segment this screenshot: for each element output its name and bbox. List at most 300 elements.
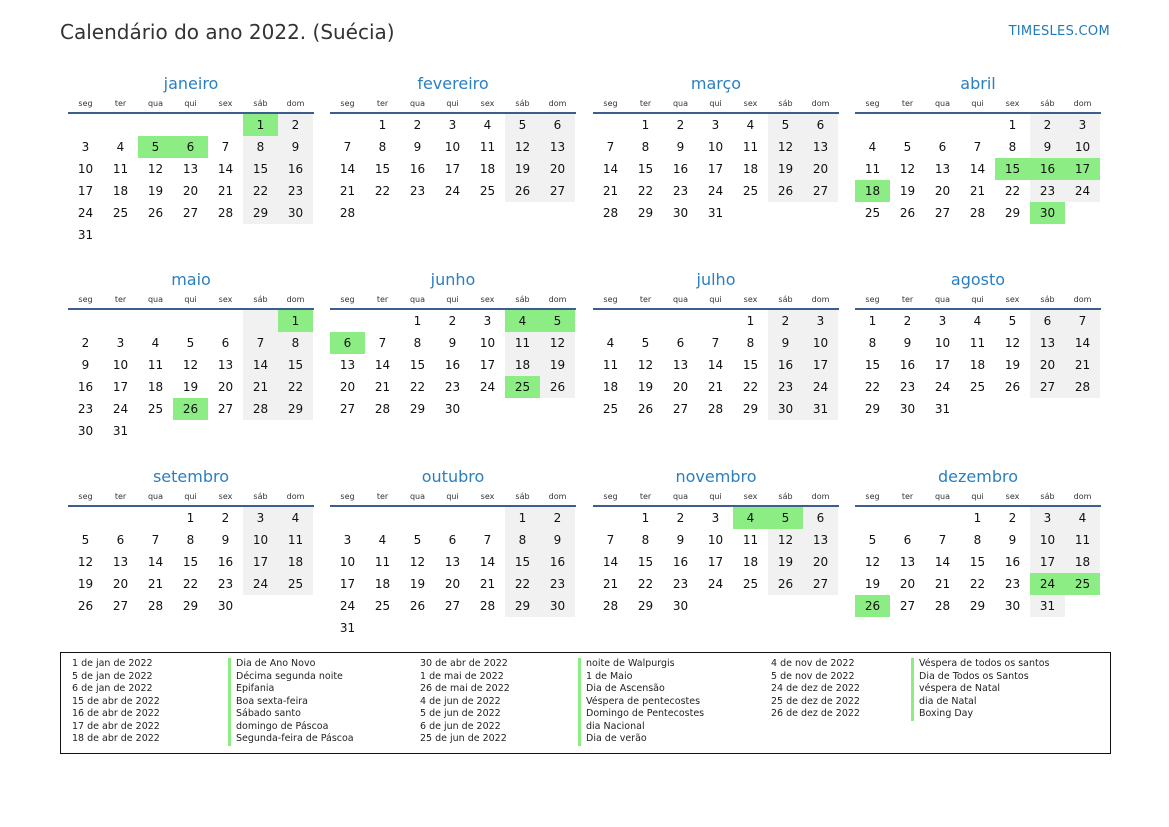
day-cell: 13 (182, 162, 199, 176)
day-cell: 13 (339, 358, 356, 372)
day-cell: 4 (116, 140, 125, 154)
weekday-label: dom (548, 492, 567, 501)
weekday-label: sex (743, 492, 758, 501)
empty-cell (103, 114, 138, 136)
day-cell: 26 (637, 402, 654, 416)
day-cell: 31 (1030, 595, 1065, 617)
day-cell: 29 (637, 599, 654, 613)
day-cell: 13 (672, 358, 689, 372)
holiday-day-cell: 26 (173, 398, 208, 420)
holiday-name: Epifania (228, 683, 354, 696)
day-cell: 21 (969, 184, 986, 198)
day-cell: 1 (505, 507, 540, 529)
day-cell: 8 (413, 336, 422, 350)
holiday-name: Boa sexta-feira (228, 696, 354, 709)
holiday-date: 6 de jan de 2022 (72, 683, 153, 694)
day-cell: 7 (243, 332, 278, 354)
day-cell: 23 (672, 577, 689, 591)
empty-cell (330, 114, 365, 136)
day-cell: 1 (641, 118, 650, 132)
day-cell: 4 (973, 314, 982, 328)
holiday-name: dia de Natal (911, 696, 1049, 709)
holiday-day-cell: 5 (768, 507, 803, 529)
day-cell: 23 (768, 376, 803, 398)
day-cell: 31 (934, 402, 951, 416)
day-cell: 20 (444, 577, 461, 591)
day-cell: 16 (217, 555, 234, 569)
day-cell: 11 (147, 358, 164, 372)
empty-cell (138, 310, 173, 332)
day-cell: 10 (803, 332, 838, 354)
day-cell: 12 (768, 136, 803, 158)
weekday-label: ter (376, 99, 389, 108)
day-cell: 22 (505, 573, 540, 595)
weekday-label: sex (1005, 99, 1020, 108)
day-cell: 7 (711, 336, 720, 350)
day-cell: 5 (768, 114, 803, 136)
day-cell: 28 (934, 599, 951, 613)
month-outubro (330, 465, 576, 639)
empty-cell (855, 507, 890, 529)
day-cell: 6 (903, 533, 912, 547)
day-cell: 23 (409, 184, 426, 198)
month-fevereiro (330, 72, 576, 224)
month-dezembro (855, 465, 1101, 617)
weekday-label: sáb (778, 492, 793, 501)
weekday-label: ter (114, 99, 127, 108)
day-cell: 22 (243, 180, 278, 202)
weekday-label: sex (1005, 492, 1020, 501)
day-cell: 30 (278, 202, 313, 224)
day-cell: 22 (409, 380, 426, 394)
month-janeiro (68, 72, 314, 246)
day-cell: 16 (409, 162, 426, 176)
day-cell: 14 (479, 555, 496, 569)
weekday-label: seg (603, 99, 618, 108)
day-cell: 31 (707, 206, 724, 220)
day-cell: 13 (444, 555, 461, 569)
day-cell: 24 (243, 573, 278, 595)
day-cell: 3 (711, 118, 720, 132)
weekday-label: qua (147, 99, 164, 108)
holiday-name: 1 de Maio (578, 671, 704, 684)
day-cell: 2 (903, 314, 912, 328)
weekday-label: seg (78, 492, 93, 501)
day-cell: 7 (973, 140, 982, 154)
weekday-label: ter (901, 99, 914, 108)
day-cell: 26 (540, 376, 575, 398)
weekday-label: ter (639, 295, 652, 304)
day-cell: 11 (969, 336, 986, 350)
day-cell: 9 (903, 336, 912, 350)
month-name: junho (430, 270, 476, 289)
day-cell: 18 (147, 380, 164, 394)
holiday-day-cell: 24 (1030, 573, 1065, 595)
holiday-name: domingo de Páscoa (228, 721, 354, 734)
weekday-label: qui (446, 99, 459, 108)
day-cell: 27 (540, 180, 575, 202)
day-cell: 3 (483, 314, 492, 328)
day-cell: 29 (278, 398, 313, 420)
weekday-label: qui (971, 492, 984, 501)
day-cell: 19 (182, 380, 199, 394)
day-cell: 11 (1065, 529, 1100, 551)
empty-cell (103, 310, 138, 332)
weekday-header (593, 491, 839, 507)
day-cell: 22 (182, 577, 199, 591)
day-cell: 21 (217, 184, 234, 198)
holiday-name: Dia de Ascensão (578, 683, 704, 696)
day-cell: 23 (444, 380, 461, 394)
day-cell: 16 (444, 358, 461, 372)
holiday-name: dia Nacional (578, 721, 704, 734)
weekday-header (855, 98, 1101, 114)
day-cell: 8 (278, 332, 313, 354)
day-cell: 25 (374, 599, 391, 613)
holiday-date: 5 de nov de 2022 (771, 670, 855, 682)
day-cell: 21 (147, 577, 164, 591)
empty-cell (435, 507, 470, 529)
holiday-day-cell: 17 (1065, 158, 1100, 180)
day-cell: 18 (479, 162, 496, 176)
weekday-label: ter (114, 492, 127, 501)
day-cell: 23 (77, 402, 94, 416)
day-cell: 9 (81, 358, 90, 372)
day-cell: 29 (637, 206, 654, 220)
weekday-label: ter (114, 295, 127, 304)
holiday-date: 6 de jun de 2022 (420, 720, 501, 732)
empty-cell (365, 310, 400, 332)
weekday-label: ter (376, 295, 389, 304)
month-name: setembro (152, 467, 230, 486)
day-cell: 21 (602, 577, 619, 591)
day-cell: 15 (505, 551, 540, 573)
day-cell: 15 (637, 555, 654, 569)
weekday-label: qua (934, 99, 951, 108)
empty-cell (138, 507, 173, 529)
holiday-date: 24 de dez de 2022 (771, 683, 860, 694)
month-name: dezembro (938, 467, 1018, 486)
day-cell: 24 (803, 376, 838, 398)
day-cell: 22 (742, 380, 759, 394)
weekday-label: sáb (253, 492, 268, 501)
day-cell: 5 (1008, 314, 1017, 328)
day-cell: 4 (151, 336, 160, 350)
weekday-label: seg (603, 492, 618, 501)
day-cell: 23 (217, 577, 234, 591)
holiday-date-column (420, 658, 510, 746)
weekday-label: qua (147, 492, 164, 501)
day-cell: 28 (217, 206, 234, 220)
day-cell: 18 (742, 162, 759, 176)
empty-cell (208, 114, 243, 136)
day-cell: 29 (969, 599, 986, 613)
day-cell: 1 (746, 314, 755, 328)
day-cell: 5 (81, 533, 90, 547)
weekday-label: sáb (778, 295, 793, 304)
empty-cell (890, 114, 925, 136)
day-cell: 6 (803, 507, 838, 529)
day-cell: 6 (540, 114, 575, 136)
weekday-header (593, 294, 839, 310)
day-cell: 8 (746, 336, 755, 350)
month-name: julho (696, 270, 736, 289)
holiday-day-cell: 6 (173, 136, 208, 158)
day-cell: 27 (899, 599, 916, 613)
weekday-label: seg (340, 492, 355, 501)
empty-cell (593, 507, 628, 529)
day-cell: 11 (602, 358, 619, 372)
day-cell: 28 (147, 599, 164, 613)
day-cell: 28 (1065, 376, 1100, 398)
day-cell: 29 (1004, 206, 1021, 220)
month-name: agosto (950, 270, 1006, 289)
day-cell: 27 (182, 206, 199, 220)
weekday-label: seg (78, 295, 93, 304)
empty-cell (243, 310, 278, 332)
weekday-label: sáb (778, 99, 793, 108)
day-cell: 10 (707, 140, 724, 154)
weekday-label: sex (743, 99, 758, 108)
day-cell: 6 (448, 533, 457, 547)
day-cell: 18 (374, 577, 391, 591)
day-cell: 27 (217, 402, 234, 416)
day-cell: 8 (868, 336, 877, 350)
weekday-label: ter (639, 492, 652, 501)
month-junho (330, 268, 576, 420)
day-cell: 7 (221, 140, 230, 154)
day-cell: 9 (278, 136, 313, 158)
day-cell: 16 (77, 380, 94, 394)
month-agosto (855, 268, 1101, 420)
day-cell: 24 (707, 184, 724, 198)
day-cell: 9 (448, 336, 457, 350)
day-cell: 24 (112, 402, 129, 416)
empty-cell (103, 507, 138, 529)
day-grid (68, 310, 314, 442)
holiday-date: 4 de jun de 2022 (420, 695, 501, 707)
day-cell: 8 (505, 529, 540, 551)
day-grid (330, 114, 576, 224)
holiday-date: 25 de jun de 2022 (420, 733, 507, 744)
weekday-label: dom (811, 492, 830, 501)
month-julho (593, 268, 839, 420)
day-cell: 14 (1065, 332, 1100, 354)
day-cell: 29 (409, 402, 426, 416)
day-cell: 30 (444, 402, 461, 416)
day-grid (593, 310, 839, 420)
weekday-label: dom (1073, 99, 1092, 108)
day-cell: 19 (505, 158, 540, 180)
day-cell: 18 (278, 551, 313, 573)
day-cell: 6 (116, 533, 125, 547)
day-cell: 17 (444, 162, 461, 176)
day-cell: 1 (413, 314, 422, 328)
day-cell: 3 (243, 507, 278, 529)
day-cell: 5 (186, 336, 195, 350)
weekday-label: qua (672, 99, 689, 108)
weekday-label: dom (811, 99, 830, 108)
weekday-label: dom (286, 99, 305, 108)
day-cell: 11 (374, 555, 391, 569)
day-cell: 13 (803, 136, 838, 158)
holiday-day-cell: 6 (330, 332, 365, 354)
day-cell: 15 (969, 555, 986, 569)
day-cell: 2 (448, 314, 457, 328)
day-cell: 21 (374, 380, 391, 394)
day-cell: 18 (742, 555, 759, 569)
day-cell: 21 (339, 184, 356, 198)
holiday-name: Véspera de todos os santos (911, 658, 1049, 671)
day-cell: 23 (540, 573, 575, 595)
holiday-day-cell: 5 (540, 310, 575, 332)
day-cell: 9 (676, 533, 685, 547)
day-grid (593, 114, 839, 224)
weekday-label: dom (286, 295, 305, 304)
day-grid (855, 310, 1101, 420)
day-cell: 21 (479, 577, 496, 591)
day-cell: 10 (934, 336, 951, 350)
day-cell: 10 (444, 140, 461, 154)
holiday-day-cell: 25 (505, 376, 540, 398)
holiday-name-column (228, 658, 354, 746)
holiday-name: Segunda-feira de Páscoa (228, 733, 354, 746)
empty-cell (173, 114, 208, 136)
day-cell: 18 (112, 184, 129, 198)
day-cell: 14 (243, 354, 278, 376)
holiday-day-cell: 1 (243, 114, 278, 136)
day-cell: 17 (803, 354, 838, 376)
day-grid (855, 507, 1101, 617)
weekday-label: sáb (515, 99, 530, 108)
day-cell: 21 (934, 577, 951, 591)
day-cell: 26 (505, 180, 540, 202)
day-cell: 25 (602, 402, 619, 416)
day-cell: 28 (707, 402, 724, 416)
day-cell: 30 (77, 424, 94, 438)
day-cell: 2 (81, 336, 90, 350)
day-cell: 11 (278, 529, 313, 551)
weekday-label: ter (901, 492, 914, 501)
holiday-name-column (911, 658, 1049, 721)
day-cell: 2 (676, 118, 685, 132)
weekday-label: qua (934, 492, 951, 501)
weekday-label: sáb (253, 99, 268, 108)
empty-cell (365, 507, 400, 529)
day-cell: 7 (1065, 310, 1100, 332)
site-link[interactable]: TIMESLES.COM (1008, 24, 1110, 39)
day-cell: 30 (540, 595, 575, 617)
empty-cell (890, 507, 925, 529)
weekday-label: qua (934, 295, 951, 304)
day-cell: 29 (742, 402, 759, 416)
day-cell: 24 (479, 380, 496, 394)
day-cell: 3 (81, 140, 90, 154)
weekday-label: qua (409, 492, 426, 501)
day-cell: 9 (768, 332, 803, 354)
day-cell: 26 (77, 599, 94, 613)
day-cell: 24 (1065, 180, 1100, 202)
day-cell: 21 (602, 184, 619, 198)
day-cell: 26 (899, 206, 916, 220)
day-cell: 25 (969, 380, 986, 394)
empty-cell (593, 310, 628, 332)
weekday-label: seg (340, 99, 355, 108)
day-cell: 17 (934, 358, 951, 372)
day-cell: 12 (182, 358, 199, 372)
day-cell: 3 (1030, 507, 1065, 529)
day-cell: 19 (1004, 358, 1021, 372)
day-cell: 24 (77, 206, 94, 220)
day-cell: 11 (112, 162, 129, 176)
day-cell: 11 (742, 140, 759, 154)
day-cell: 29 (505, 595, 540, 617)
day-cell: 20 (217, 380, 234, 394)
day-cell: 3 (938, 314, 947, 328)
day-cell: 3 (1065, 114, 1100, 136)
day-cell: 27 (934, 206, 951, 220)
day-cell: 19 (864, 577, 881, 591)
day-cell: 1 (186, 511, 195, 525)
day-cell: 22 (278, 376, 313, 398)
day-cell: 7 (378, 336, 387, 350)
day-cell: 5 (413, 533, 422, 547)
day-cell: 17 (339, 577, 356, 591)
day-cell: 10 (243, 529, 278, 551)
day-cell: 27 (803, 573, 838, 595)
holiday-date-column (72, 658, 160, 746)
day-cell: 22 (637, 577, 654, 591)
day-cell: 19 (637, 380, 654, 394)
day-cell: 16 (768, 354, 803, 376)
day-cell: 12 (1004, 336, 1021, 350)
weekday-header (68, 491, 314, 507)
holiday-day-cell: 1 (278, 310, 313, 332)
day-cell: 26 (1004, 380, 1021, 394)
day-cell: 11 (742, 533, 759, 547)
day-cell: 27 (339, 402, 356, 416)
weekday-header (68, 294, 314, 310)
holiday-date: 1 de jan de 2022 (72, 658, 153, 669)
weekday-label: sex (1005, 295, 1020, 304)
weekday-label: qui (184, 295, 197, 304)
day-cell: 9 (413, 140, 422, 154)
day-cell: 3 (116, 336, 125, 350)
weekday-label: seg (865, 492, 880, 501)
day-cell: 26 (768, 180, 803, 202)
day-cell: 15 (864, 358, 881, 372)
empty-cell (925, 114, 960, 136)
weekday-header (330, 294, 576, 310)
day-cell: 20 (934, 184, 951, 198)
day-cell: 13 (540, 136, 575, 158)
weekday-label: sex (480, 295, 495, 304)
weekday-label: seg (78, 99, 93, 108)
day-cell: 16 (672, 162, 689, 176)
day-grid (68, 507, 314, 617)
day-grid (855, 114, 1101, 224)
day-cell: 4 (483, 118, 492, 132)
weekday-header (855, 491, 1101, 507)
day-cell: 30 (899, 402, 916, 416)
day-cell: 22 (969, 577, 986, 591)
day-cell: 14 (217, 162, 234, 176)
weekday-label: dom (548, 295, 567, 304)
weekday-label: qua (672, 295, 689, 304)
weekday-label: sex (743, 295, 758, 304)
day-cell: 25 (278, 573, 313, 595)
day-cell: 9 (221, 533, 230, 547)
